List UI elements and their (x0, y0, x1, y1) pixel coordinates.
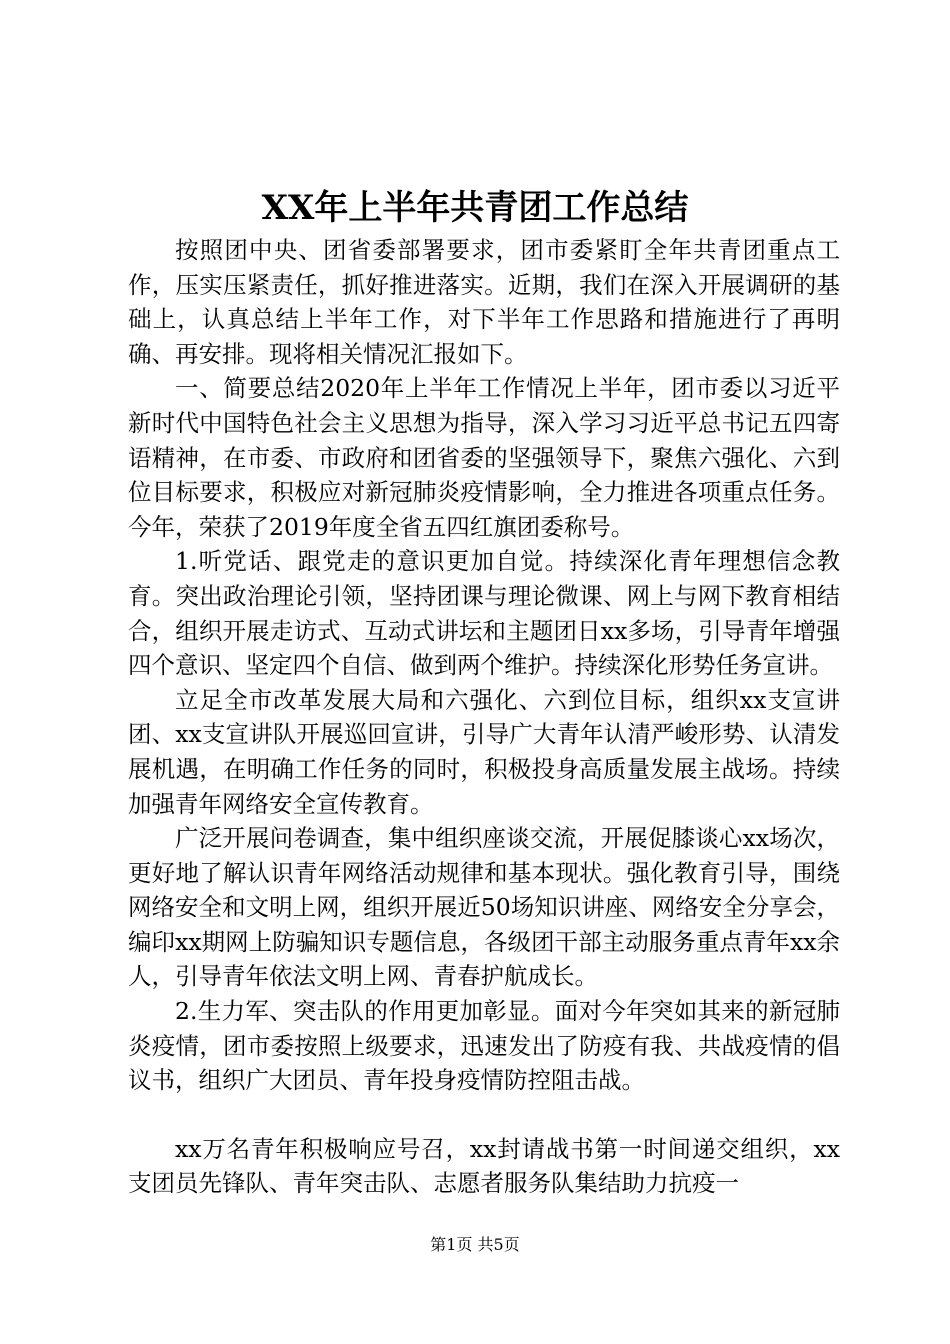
paragraph-volunteers: xx万名青年积极响应号召，xx封请战书第一时间递交组织，xx支团员先锋队、青年突击队、志愿者服务队集结助力抗疫一 (128, 1134, 840, 1198)
paragraph-propaganda: 立足全市改革发展大局和六强化、六到位目标，组织xx支宣讲团、xx支宣讲队开展巡回宣讲，引导广大青年认清严峻形势、认清发展机遇，在明确工作任务的同时，积极投身高质量发展主战场。持续加强青年网络安全宣传教育。 (128, 685, 840, 818)
paragraph-section-2: 2.生力军、突击队的作用更加彰显。面对今年突如其来的新冠肺炎疫情，团市委按照上级要求，迅速发出了防疫有我、共战疫情的倡议书，组织广大团员、青年投身疫情防控阻击战。 (128, 997, 840, 1095)
page-indicator: 第1页 共5页 (430, 1235, 520, 1254)
document-title: XX年上半年共青团工作总结 (261, 188, 689, 228)
paragraph-intro: 按照团中央、团省委部署要求，团市委紧盯全年共青团重点工作，压实压紧责任，抓好推进落实。近期，我们在深入开展调研的基础上，认真总结上半年工作，对下半年工作思路和措施进行了再明确、再安排。现将相关情况汇报如下。 (128, 236, 840, 368)
paragraph-network-safety: 广泛开展问卷调查，集中组织座谈交流，开展促膝谈心xx场次，更好地了解认识青年网络活动规律和基本现状。强化教育引导，围绕网络安全和文明上网，组织开展近50场知识讲座、网络安全分享会，编印xx期网上防骗知识专题信息，各级团干部主动服务重点青年xx余人，引导青年依法文明上网、青春护航成长。 (128, 824, 840, 991)
document-body (128, 233, 840, 1201)
paragraph-summary: 一、简要总结2020年上半年工作情况上半年，团市委以习近平新时代中国特色社会主义思想为指导，深入学习习近平总书记五四寄语精神，在市委、市政府和团省委的坚强领导下，聚焦六强化、六到位目标要求，积极应对新冠肺炎疫情影响，全力推进各项重点任务。今年，荣获了2019年度全省五四红旗团委称号。 (128, 374, 840, 541)
paragraph-section-1: 1.听党话、跟党走的意识更加自觉。持续深化青年理想信念教育。突出政治理论引领，坚持团课与理论微课、网上与网下教育相结合，组织开展走访式、互动式讲坛和主题团日xx多场，引导青年增强四个意识、坚定四个自信、做到两个维护。持续深化形势任务宣讲。 (128, 547, 840, 680)
